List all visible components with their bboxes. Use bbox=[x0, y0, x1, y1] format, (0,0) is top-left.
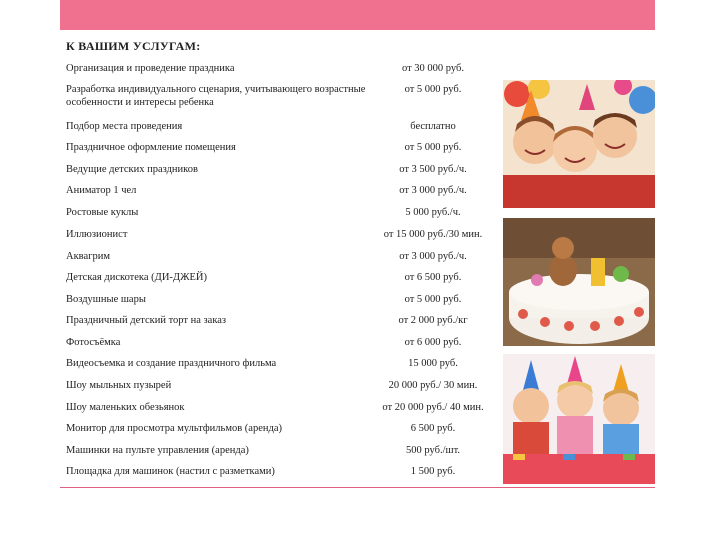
page-heading: К ВАШИМ УСЛУГАМ: bbox=[66, 39, 201, 53]
service-name: Видеосъемка и создание праздничного фильма bbox=[66, 358, 277, 369]
kids-party-photo bbox=[503, 80, 655, 208]
service-name: Детская дискотека (ДИ-ДЖЕЙ) bbox=[66, 272, 207, 283]
service-name: Подбор места проведения bbox=[66, 121, 183, 132]
cake-photo bbox=[503, 218, 655, 346]
service-name: Аниматор 1 чел bbox=[66, 185, 137, 196]
service-price: 500 руб./шт. bbox=[406, 445, 460, 456]
top-accent-bar bbox=[60, 0, 655, 30]
service-name: Фотосъёмка bbox=[66, 337, 121, 348]
service-price: 5 000 руб./ч. bbox=[405, 207, 461, 218]
service-price: от 5 000 руб. bbox=[404, 294, 462, 305]
service-price: бесплатно bbox=[410, 121, 456, 132]
service-price: от 6 500 руб. bbox=[404, 272, 462, 283]
service-price: 15 000 руб. bbox=[408, 358, 458, 369]
service-name: Разработка индивидуального сценария, учитывающего возрастные особенности и интересы ребенка bbox=[66, 84, 366, 108]
service-name: Машинки на пульте управления (аренда) bbox=[66, 445, 249, 456]
service-price: от 3 000 руб./ч. bbox=[399, 185, 467, 196]
service-price: от 5 000 руб. bbox=[404, 142, 462, 153]
bottom-divider bbox=[60, 487, 655, 488]
service-price: от 3 000 руб./ч. bbox=[399, 251, 467, 262]
service-price: от 3 500 руб./ч. bbox=[399, 164, 467, 175]
service-name: Организация и проведение праздника bbox=[66, 63, 235, 74]
service-price: 1 500 руб. bbox=[410, 466, 456, 477]
service-price: от 2 000 руб./кг bbox=[398, 315, 468, 326]
service-name: Праздничный детский торт на заказ bbox=[66, 315, 227, 326]
service-name: Площадка для машинок (настил с разметками) bbox=[66, 466, 275, 477]
service-name: Воздушные шары bbox=[66, 294, 146, 305]
service-price: от 20 000 руб./ 40 мин. bbox=[382, 402, 484, 413]
service-price: от 30 000 руб. bbox=[401, 63, 464, 74]
service-name: Аквагрим bbox=[66, 251, 110, 262]
children-party-photo bbox=[503, 354, 655, 484]
service-price: от 5 000 руб. bbox=[404, 84, 462, 95]
service-price: 20 000 руб./ 30 мин. bbox=[388, 380, 478, 391]
service-name: Праздничное оформление помещения bbox=[66, 142, 236, 153]
service-name: Ведущие детских праздников bbox=[66, 164, 198, 175]
service-price: от 6 000 руб. bbox=[404, 337, 462, 348]
service-name: Шоу маленьких обезьянок bbox=[66, 402, 185, 413]
service-name: Ростовые куклы bbox=[66, 207, 139, 218]
service-name: Иллюзионист bbox=[66, 229, 128, 240]
service-name: Шоу мыльных пузырей bbox=[66, 380, 172, 391]
service-name: Монитор для просмотра мультфильмов (аренда) bbox=[66, 423, 282, 434]
service-price: 6 500 руб. bbox=[410, 423, 456, 434]
service-price: от 15 000 руб./30 мин. bbox=[383, 229, 483, 240]
